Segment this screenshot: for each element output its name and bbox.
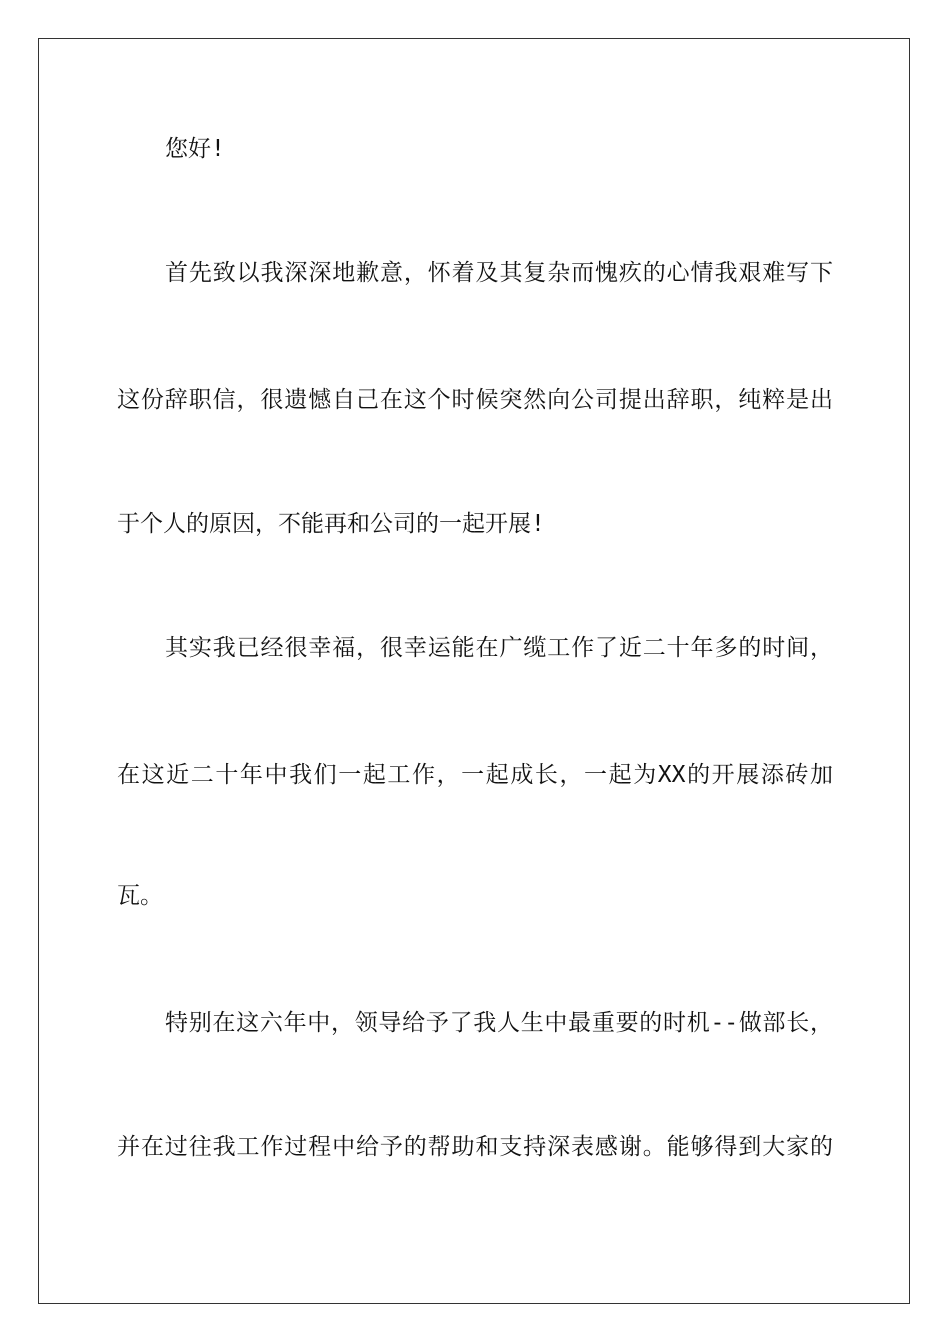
paragraph-3-line-1: 特别在这六年中，领导给予了我人生中最重要的时机--做部长，: [165, 1010, 833, 1036]
paragraph-1-line-2: 这份辞职信，很遗憾自己在这个时候突然向公司提出辞职，纯粹是出: [117, 387, 833, 413]
page-border: [38, 38, 910, 1304]
greeting-line: 您好!: [165, 136, 225, 162]
paragraph-3-line-2: 并在过往我工作过程中给予的帮助和支持深表感谢。能够得到大家的: [117, 1134, 833, 1160]
paragraph-1-line-3: 于个人的原因，不能再和公司的一起开展!: [117, 511, 545, 537]
paragraph-2-line-1: 其实我已经很幸福，很幸运能在广缆工作了近二十年多的时间，: [165, 635, 833, 661]
paragraph-1-line-1: 首先致以我深深地歉意，怀着及其复杂而愧疚的心情我艰难写下: [165, 260, 833, 286]
paragraph-2-line-3: 瓦。: [117, 883, 163, 909]
paragraph-2-line-2: 在这近二十年中我们一起工作，一起成长，一起为XX的开展添砖加: [117, 762, 833, 788]
